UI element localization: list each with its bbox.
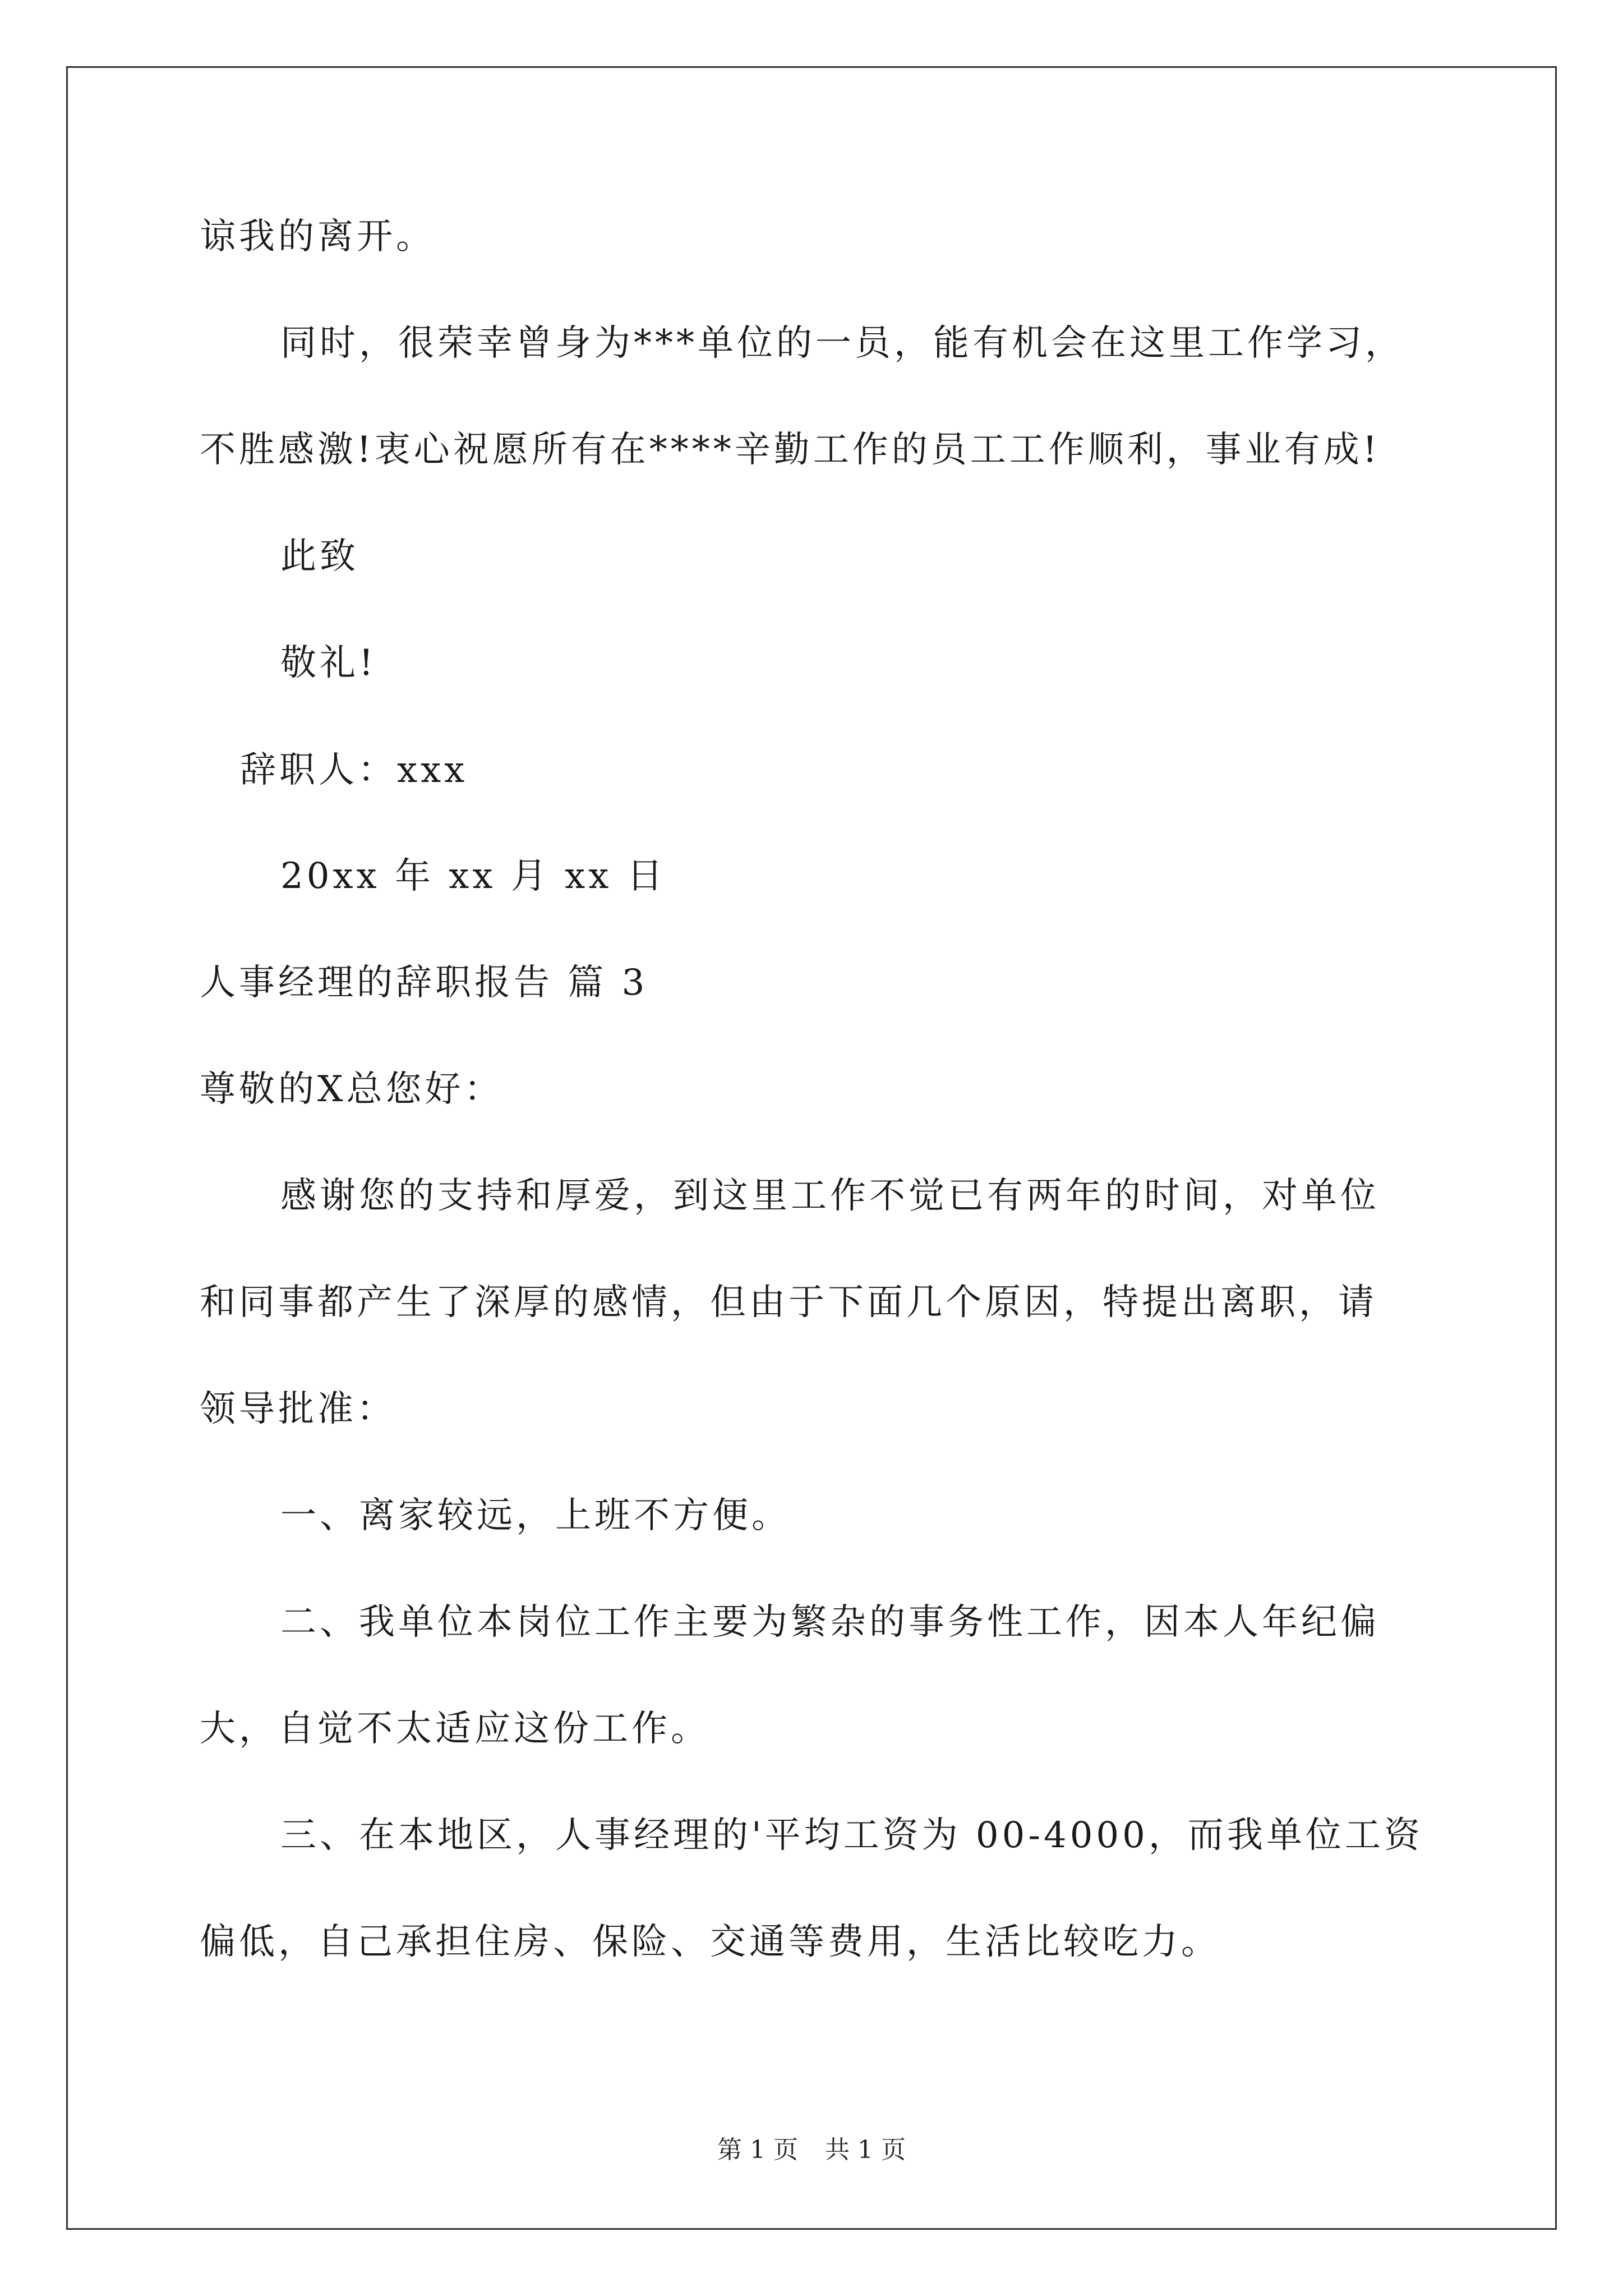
text-line: 偏低，自己承担住房、保险、交通等费用，生活比较吃力。 — [200, 1921, 1220, 1963]
text-line: 二、我单位本岗位工作主要为繁杂的事务性工作，因本人年纪偏 — [280, 1602, 1380, 1643]
section-title: 人事经理的辞职报告 篇 3 — [200, 962, 648, 1004]
signature-line: 辞职人：xxx — [240, 749, 468, 791]
text-line: 大，自觉不太适应这份工作。 — [200, 1708, 710, 1750]
text-line: 和同事都产生了深厚的感情，但由于下面几个原因，特提出离职，请 — [200, 1282, 1377, 1323]
page-footer — [0, 2134, 1623, 2166]
greeting-line: 尊敬的X总您好： — [200, 1069, 504, 1110]
closing-salutation: 此致 — [280, 536, 359, 577]
text-line: 三、在本地区，人事经理的'平均工资为 00-4000，而我单位工资 — [280, 1815, 1423, 1856]
text-line: 领导批准： — [200, 1388, 396, 1430]
page-number: 第 1 页 — [717, 2136, 798, 2164]
closing-regards: 敬礼! — [280, 642, 377, 684]
text-line: 感谢您的支持和厚爱，到这里工作不觉已有两年的时间，对单位 — [280, 1175, 1380, 1217]
date-line: 20xx 年 xx 月 xx 日 — [280, 855, 666, 897]
page-total: 共 1 页 — [825, 2136, 906, 2164]
text-line: 谅我的离开。 — [200, 216, 435, 257]
page-border — [66, 66, 1557, 2230]
text-line: 同时，很荣幸曾身为***单位的一员，能有机会在这里工作学习， — [280, 323, 1404, 364]
text-line: 一、离家较远，上班不方便。 — [280, 1495, 791, 1536]
text-line: 不胜感激!衷心祝愿所有在****辛勤工作的员工工作顺利，事业有成! — [200, 429, 1381, 471]
